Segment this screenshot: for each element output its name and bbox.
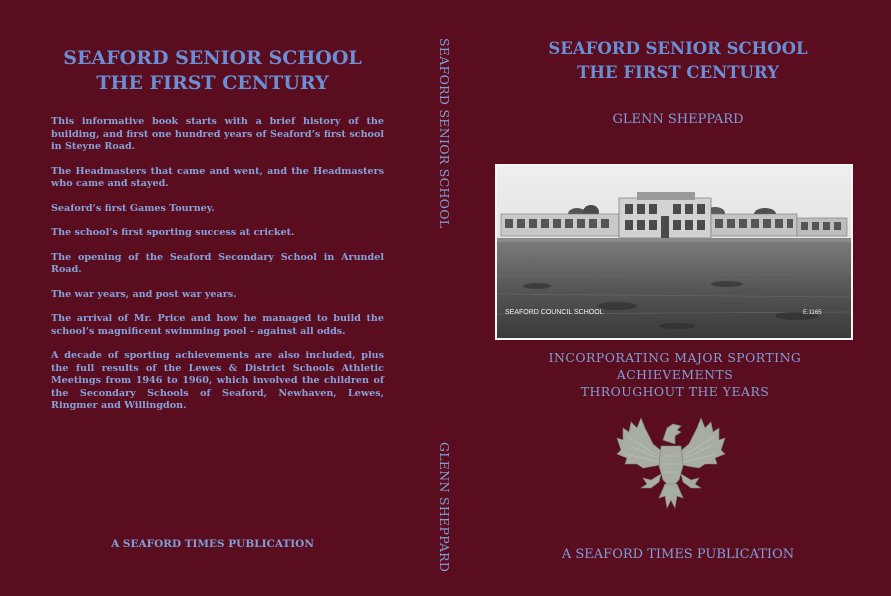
blurb-paragraph: The arrival of Mr. Price and how he managed to build the school’s magnificent swimming pool - against all odds. xyxy=(51,313,384,337)
photo-ref: E.1165 xyxy=(803,310,822,316)
front-title-line1: SEAFORD SENIOR SCHOOL xyxy=(548,39,808,58)
front-title xyxy=(492,37,864,85)
back-blurb xyxy=(51,116,384,425)
back-publisher: A SEAFORD TIMES PUBLICATION xyxy=(111,538,314,550)
blurb-paragraph: Seaford’s first Games Tourney. xyxy=(51,202,215,214)
blurb-paragraph: The Headmasters that came and went, and the Headmasters who came and stayed. xyxy=(51,165,384,189)
front-publisher: A SEAFORD TIMES PUBLICATION xyxy=(561,547,795,562)
blurb-paragraph: A decade of sporting achievements are also included, plus the full results of the Lewes & District Schools Athletic Meetings from 1946 to 1960, which involved the children of the Secondary Schools of Seaford, Newhaven, Lewes, Ringmer and Willingdon. xyxy=(51,350,384,411)
photo-caption: SEAFORD COUNCIL SCHOOL xyxy=(505,309,604,316)
school-photo-image xyxy=(497,166,851,338)
back-title xyxy=(40,46,385,96)
front-cover xyxy=(472,0,891,596)
front-author: GLENN SHEPPARD xyxy=(612,112,744,127)
spine-title: SEAFORD SENIOR SCHOOL xyxy=(437,38,452,229)
back-cover xyxy=(0,0,420,596)
front-subtitle xyxy=(494,349,856,400)
blurb-paragraph: The opening of the Seaford Secondary School in Arundel Road. xyxy=(51,251,384,275)
blurb-paragraph: The school’s first sporting success at cricket. xyxy=(51,227,295,238)
blurb-paragraph: This informative book starts with a brief history of the building, and first one hundred years of Seaford’s first school in Steyne Road. xyxy=(51,116,384,152)
front-title-line2: THE FIRST CENTURY xyxy=(577,63,779,82)
front-subtitle-line2: THROUGHOUT THE YEARS xyxy=(580,384,770,399)
spine-author: GLENN SHEPPARD xyxy=(437,442,452,573)
back-title-line2: THE FIRST CENTURY xyxy=(96,72,329,94)
back-title-line1: SEAFORD SENIOR SCHOOL xyxy=(63,47,362,69)
spine xyxy=(420,0,472,596)
blurb-paragraph: The war years, and post war years. xyxy=(51,288,237,300)
eagle-crest-icon xyxy=(615,414,727,512)
front-subtitle-line1: INCORPORATING MAJOR SPORTING ACHIEVEMENTS xyxy=(548,350,802,382)
school-photo xyxy=(495,164,853,340)
